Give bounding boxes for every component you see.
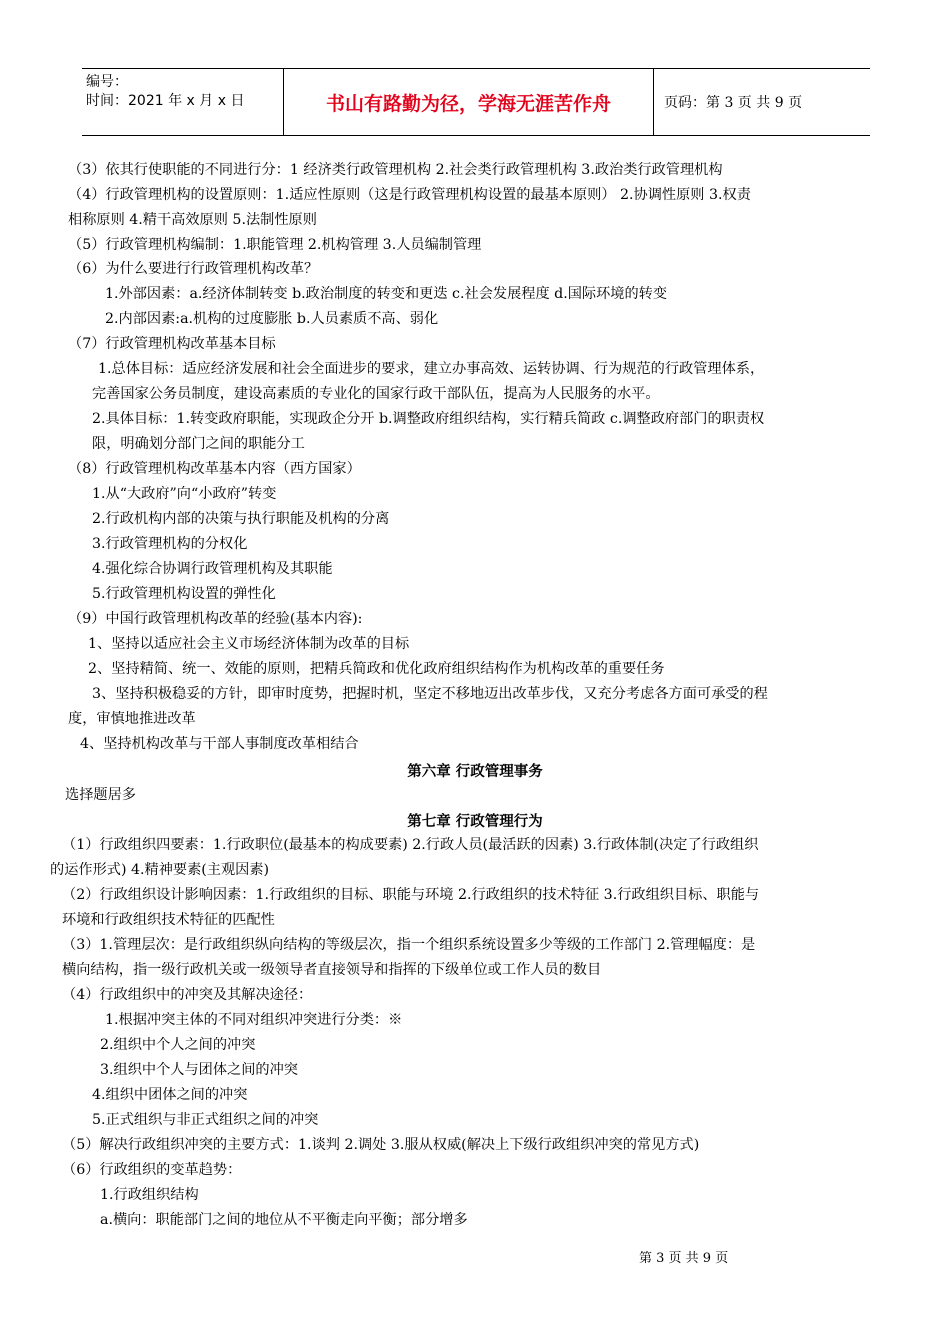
text-line: 选择题居多 [65, 787, 136, 803]
header-meta [82, 69, 284, 135]
text-line: 2.具体目标：1.转变政府职能，实现政企分开 b.调整政府组织结构，实行精兵简政 c.调整政府部门的职责权 [92, 411, 765, 427]
text-line: （5）解决行政组织冲突的主要方式：1.谈判 2.调处 3.服从权威(解决上下级行政组织冲突的常见方式) [62, 1137, 700, 1153]
chapter-heading: 第六章 行政管理事务 [407, 764, 543, 780]
page-footer: 第 3 页 共 9 页 [639, 1251, 729, 1266]
text-line: （8）行政管理机构改革基本内容（西方国家） [68, 461, 361, 477]
text-line: a.横向：职能部门之间的地位从不平衡走向平衡；部分增多 [100, 1212, 468, 1228]
date-label: 时间：2021 年 x 月 x 日 [86, 93, 245, 109]
text-line: （9）中国行政管理机构改革的经验(基本内容): [68, 611, 363, 627]
text-line: 3.组织中个人与团体之间的冲突 [100, 1062, 298, 1078]
text-line: （3）1.管理层次：是行政组织纵向结构的等级层次，指一个组织系统设置多少等级的工作部门 2.管理幅度：是 [62, 937, 756, 953]
text-line: 4.强化综合协调行政管理机构及其职能 [92, 561, 333, 577]
text-line: （6）行政组织的变革趋势： [62, 1162, 242, 1178]
text-line: （6）为什么要进行行政管理机构改革？ [68, 261, 319, 277]
text-line: 环境和行政组织技术特征的匹配性 [62, 912, 275, 928]
page-header [82, 68, 870, 136]
text-line: 限，明确划分部门之间的职能分工 [92, 436, 305, 452]
text-line: 2.内部因素:a.机构的过度膨胀 b.人员素质不高、弱化 [105, 311, 439, 327]
text-line: 5.行政管理机构设置的弹性化 [92, 586, 276, 602]
text-line: 4.组织中团体之间的冲突 [92, 1087, 248, 1103]
text-line: （1）行政组织四要素：1.行政职位(最基本的构成要素) 2.行政人员(最活跃的因素) 3.行政体制(决定了行政组织 [62, 837, 759, 853]
text-line: 度，审慎地推进改革 [68, 711, 196, 727]
text-line: （3）依其行使职能的不同进行分：1 经济类行政管理机构 2.社会类行政管理机构 3.政治类行政管理机构 [68, 162, 723, 178]
text-line: 2.组织中个人之间的冲突 [100, 1037, 256, 1053]
text-line: 1.根据冲突主体的不同对组织冲突进行分类：※ [105, 1012, 403, 1028]
text-line: 1、坚持以适应社会主义市场经济体制为改革的目标 [88, 636, 410, 652]
text-line: （4）行政管理机构的设置原则：1.适应性原则（这是行政管理机构设置的最基本原则） 2.协调性原则 3.权责 [68, 187, 751, 203]
text-line: 3.行政管理机构的分权化 [92, 536, 248, 552]
text-line: 5.正式组织与非正式组织之间的冲突 [92, 1112, 319, 1128]
text-line: 1.总体目标：适应经济发展和社会全面进步的要求，建立办事高效、运转协调、行为规范的行政管理体系， [98, 361, 765, 377]
text-line: （5）行政管理机构编制：1.职能管理 2.机构管理 3.人员编制管理 [68, 237, 482, 253]
chapter-heading: 第七章 行政管理行为 [407, 814, 543, 830]
text-line: （7）行政管理机构改革基本目标 [68, 336, 276, 352]
text-line: 1.外部因素：a.经济体制转变 b.政治制度的转变和更迭 c.社会发展程度 d.国际环境的转变 [105, 286, 668, 302]
text-line: 2、坚持精简、统一、效能的原则，把精兵简政和优化政府组织结构作为机构改革的重要任务 [88, 661, 665, 677]
text-line: 3、坚持积极稳妥的方针，即审时度势，把握时机，坚定不移地迈出改革步伐，又充分考虑各方面可承受的程 [92, 686, 768, 702]
text-line: 1.行政组织结构 [100, 1187, 199, 1203]
text-line: （2）行政组织设计影响因素：1.行政组织的目标、职能与环境 2.行政组织的技术特征 3.行政组织目标、职能与 [62, 887, 760, 903]
header-page-label: 页码：第 3 页 共 9 页 [664, 95, 803, 111]
text-line: 2.行政机构内部的决策与执行职能及机构的分离 [92, 511, 390, 527]
text-line: 完善国家公务员制度，建设高素质的专业化的国家行政干部队伍，提高为人民服务的水平。 [92, 386, 660, 402]
header-motto: 书山有路勤为径，学海无涯苦作舟 [284, 69, 654, 135]
text-line: 横向结构，指一级行政机关或一级领导者直接领导和指挥的下级单位或工作人员的数目 [62, 962, 602, 978]
number-label: 编号： [86, 74, 128, 90]
text-line: （4）行政组织中的冲突及其解决途径： [62, 987, 313, 1003]
text-line: 相称原则 4.精干高效原则 5.法制性原则 [68, 212, 317, 228]
text-line: 的运作形式) 4.精神要素(主观因素) [50, 862, 270, 878]
text-line: 1.从“大政府”向“小政府”转变 [92, 486, 277, 502]
text-line: 4、坚持机构改革与干部人事制度改革相结合 [80, 736, 359, 752]
